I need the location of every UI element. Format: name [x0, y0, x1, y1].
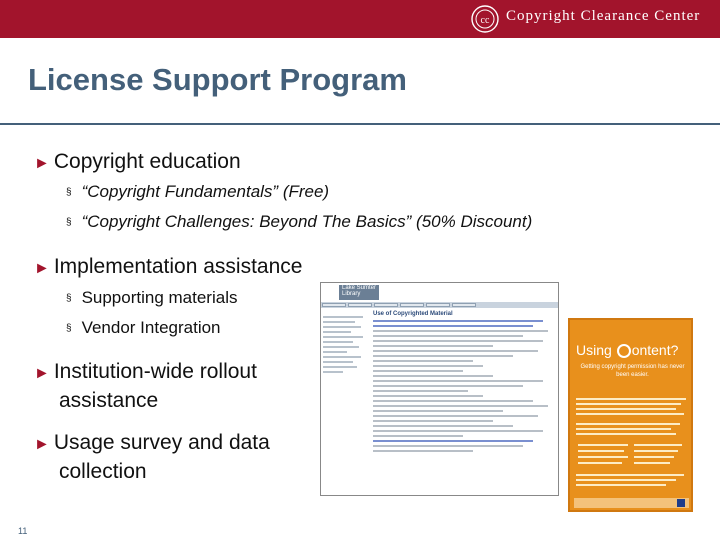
copyright-circle-icon — [617, 344, 631, 358]
arrow-bullet-icon: ► — [34, 365, 50, 382]
flyer-title: Using ontent? — [576, 342, 679, 358]
flyer-logo-icon — [677, 499, 685, 507]
library-logo: Lake Sumter Library — [339, 285, 379, 300]
sub-bullet: § Supporting materials — [66, 288, 238, 307]
square-bullet-icon: § — [66, 323, 72, 334]
thumbnail-nav — [321, 302, 558, 308]
bullet-copyright-education: ► Copyright education — [34, 150, 241, 173]
svg-text:cc: cc — [480, 15, 490, 26]
title-divider — [0, 123, 720, 125]
square-bullet-icon: § — [66, 217, 72, 228]
sub-bullet: § “Copyright Fundamentals” (Free) — [66, 182, 330, 201]
square-bullet-icon: § — [66, 187, 72, 198]
thumbnail-sidebar — [323, 313, 367, 473]
square-bullet-icon: § — [66, 293, 72, 304]
brand-name: Copyright Clearance Center — [506, 8, 701, 24]
header-bar — [0, 0, 720, 38]
bullet-implementation-assistance: ► Implementation assistance — [34, 255, 303, 278]
page-title: License Support Program — [28, 62, 407, 97]
page-number: 11 — [18, 526, 28, 536]
bullet-rollout-assistance: ► Institution-wide rollout assistance — [34, 360, 257, 412]
flyer-subtitle: Getting copyright permission has never been easier. — [580, 364, 685, 378]
using-content-flyer — [568, 318, 693, 512]
arrow-bullet-icon: ► — [34, 260, 50, 277]
sub-bullet: § Vendor Integration — [66, 318, 221, 337]
bullet-usage-survey: ► Usage survey and data collection — [34, 431, 270, 483]
thumbnail-main-content — [373, 311, 553, 491]
sub-bullet: § “Copyright Challenges: Beyond The Basics” (50% Discount) — [66, 212, 533, 231]
flyer-footer — [574, 498, 689, 508]
arrow-bullet-icon: ► — [34, 436, 50, 453]
thumbnail-heading: Use of Copyrighted Material — [373, 311, 453, 317]
ccc-logo-icon — [470, 4, 500, 34]
arrow-bullet-icon: ► — [34, 155, 50, 172]
library-webpage-screenshot — [320, 282, 559, 496]
